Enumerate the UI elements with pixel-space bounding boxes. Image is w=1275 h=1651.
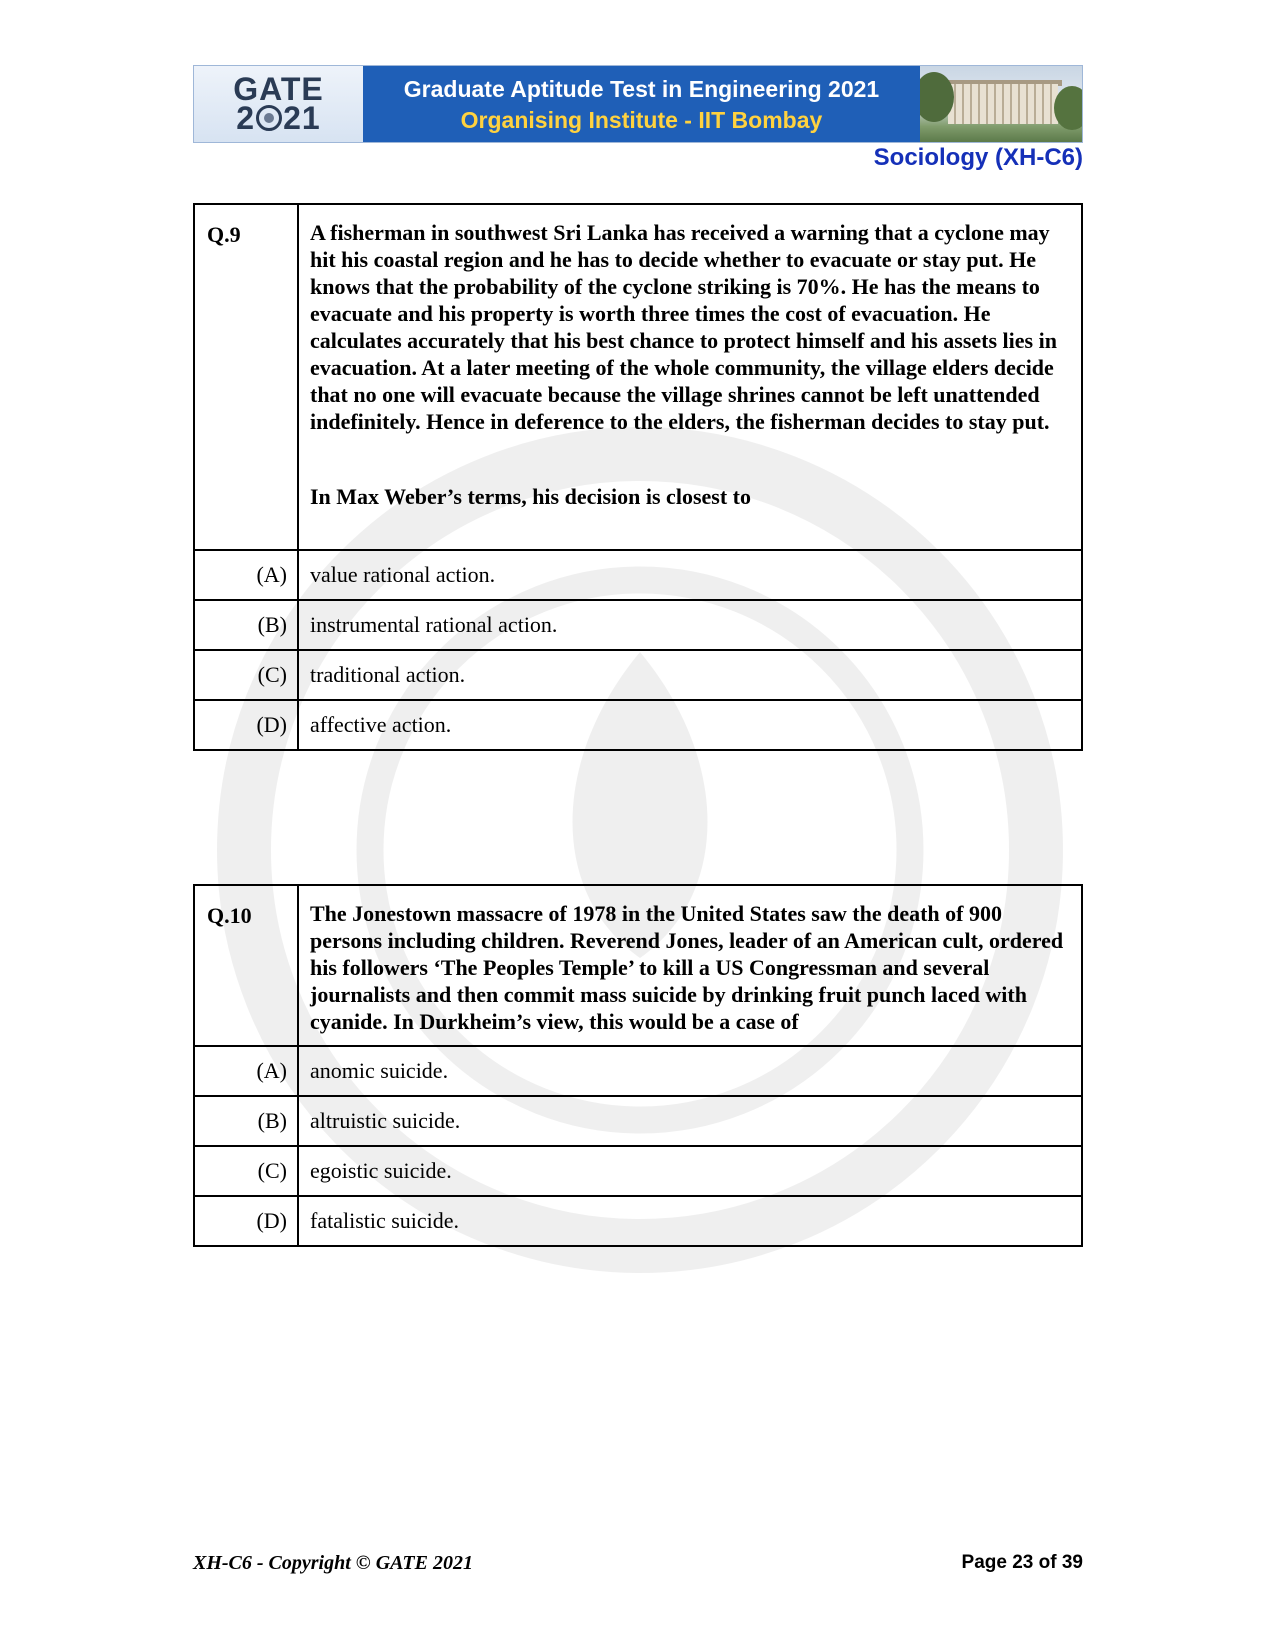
logo-word: GATE <box>233 71 324 107</box>
question-number-cell <box>194 204 298 550</box>
seal-icon <box>256 105 282 131</box>
option-row[interactable] <box>194 700 1082 750</box>
option-text: value rational action. <box>298 550 1082 600</box>
option-text: affective action. <box>298 700 1082 750</box>
option-row[interactable] <box>194 1096 1082 1146</box>
option-row[interactable] <box>194 550 1082 600</box>
logo-year-left: 2 <box>236 100 256 136</box>
banner-text <box>363 66 920 142</box>
option-text: altruistic suicide. <box>298 1096 1082 1146</box>
banner-subtitle: Organising Institute - IIT Bombay <box>460 107 823 133</box>
option-text: anomic suicide. <box>298 1046 1082 1096</box>
header-banner <box>193 65 1083 143</box>
building-photo <box>920 66 1082 142</box>
question-prompt: In Max Weber’s terms, his decision is closest to <box>310 484 751 509</box>
option-letter: (B) <box>194 1096 298 1146</box>
question-table-q10 <box>193 884 1083 1247</box>
option-letter: (C) <box>194 650 298 700</box>
question-number: Q.10 <box>207 903 252 928</box>
footer-copyright: XH-C6 - Copyright © GATE 2021 <box>193 1552 473 1574</box>
question-table-q9 <box>193 203 1083 751</box>
question-number: Q.9 <box>207 222 241 247</box>
subject-code: Sociology (XH-C6) <box>873 144 1083 171</box>
page-number: Page 23 of 39 <box>961 1552 1083 1573</box>
option-letter: (A) <box>194 550 298 600</box>
option-row[interactable] <box>194 650 1082 700</box>
question-text: The Jonestown massacre of 1978 in the United States saw the death of 900 persons including children. Reverend Jones, leader of an American cult, ordered his followers ‘The Peoples Temple’ to kill a US Congressman and several journalists and then commit mass suicide by drinking fruit punch laced with cyanide. In Durkheim’s view, this would be a case of <box>310 901 1064 1034</box>
option-row[interactable] <box>194 1196 1082 1246</box>
option-letter: (D) <box>194 1196 298 1246</box>
question-text-cell <box>298 885 1082 1046</box>
question-text: A fisherman in southwest Sri Lanka has received a warning that a cyclone may hit his coastal region and he has to decide whether to evacuate or stay put. He knows that the probability of the cyclone striking is 70%. He has the means to evacuate and his property is worth three times the cost of evacuation. He calculates accurately that his best chance to protect himself and his assets lies in evacuation. At a later meeting of the whole community, the village elders decide that no one will evacuate because the village shrines cannot be left unattended indefinitely. Hence in deference to the elders, the fisherman decides to stay put. <box>310 220 1057 434</box>
banner-title: Graduate Aptitude Test in Engineering 2021 <box>403 76 880 102</box>
gate-logo <box>194 66 363 142</box>
option-row[interactable] <box>194 1046 1082 1096</box>
question-number-cell <box>194 885 298 1046</box>
option-letter: (A) <box>194 1046 298 1096</box>
option-letter: (B) <box>194 600 298 650</box>
option-text: egoistic suicide. <box>298 1146 1082 1196</box>
option-letter: (D) <box>194 700 298 750</box>
option-row[interactable] <box>194 600 1082 650</box>
logo-year <box>236 100 321 136</box>
option-text: traditional action. <box>298 650 1082 700</box>
question-text-cell <box>298 204 1082 550</box>
option-text: instrumental rational action. <box>298 600 1082 650</box>
option-letter: (C) <box>194 1146 298 1196</box>
option-text: fatalistic suicide. <box>298 1196 1082 1246</box>
option-row[interactable] <box>194 1146 1082 1196</box>
logo-year-right: 21 <box>283 100 321 136</box>
